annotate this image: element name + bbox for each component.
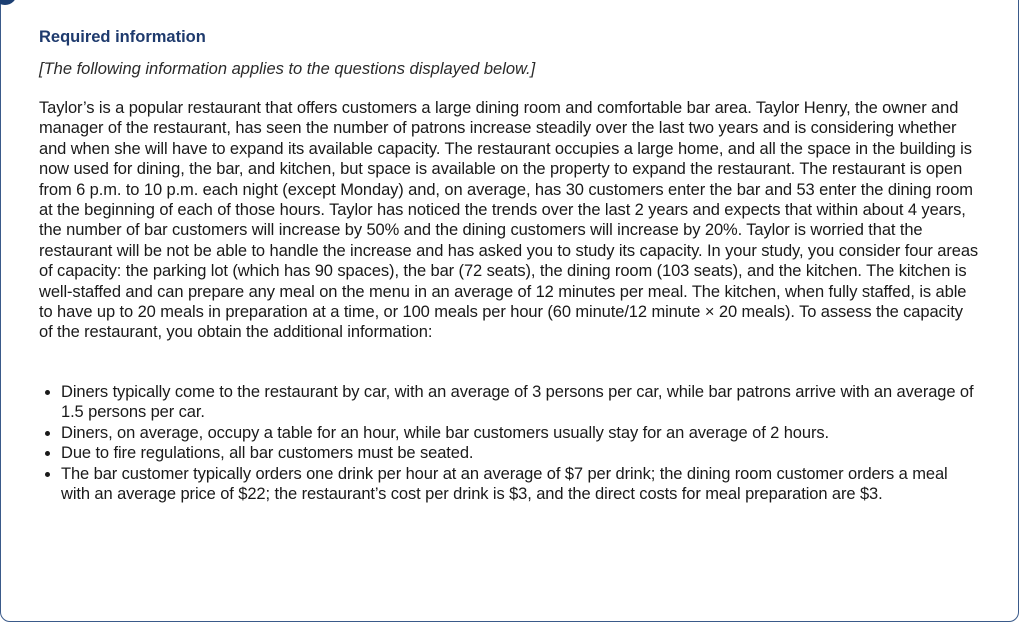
list-item <box>39 382 979 423</box>
bullet-dot-icon <box>45 472 50 477</box>
list-item <box>39 464 979 505</box>
list-item-text: The bar customer typically orders one drink per hour at an average of $7 per drink; the dining room customer orders a meal with an average price of $22; the restaurant’s cost per drink is $3, and the direct costs for meal preparation are $3. <box>61 464 948 503</box>
corner-badge-icon <box>0 0 17 5</box>
info-content <box>39 26 979 504</box>
bullet-dot-icon <box>45 451 50 456</box>
additional-info-list <box>39 382 979 504</box>
bullet-dot-icon <box>45 390 50 395</box>
list-item <box>39 423 979 443</box>
bullet-dot-icon <box>45 431 50 436</box>
list-item-text: Diners, on average, occupy a table for an hour, while bar customers usually stay for an average of 2 hours. <box>61 423 829 442</box>
scenario-paragraph: Taylor’s is a popular restaurant that offers customers a large dining room and comfortable bar area. Taylor Henry, the owner and manager of the restaurant, has seen the number of patrons increase steadily over the last two years and is considering whether and when she will have to expand its available capacity. The restaurant occupies a large home, and all the space in the building is now used for dining, the bar, and kitchen, but space is available on the property to expand the restaurant. The restaurant is open from 6 p.m. to 10 p.m. each night (except Monday) and, on average, has 30 customers enter the bar and 53 enter the dining room at the beginning of each of those hours. Taylor has noticed the trends over the last 2 years and expects that within about 4 years, the number of bar customers will increase by 50% and the dining customers will increase by 20%. Taylor is worried that the restaurant will be not be able to handle the increase and has asked you to study its capacity. In your study, you consider four areas of capacity: the parking lot (which has 90 spaces), the bar (72 seats), the dining room (103 seats), and the kitchen. The kitchen is well-staffed and can prepare any meal on the menu in an average of 12 minutes per meal. The kitchen, when fully staffed, is able to have up to 20 meals in preparation at a time, or 100 meals per hour (60 minute/12 minute × 20 meals). To assess the capacity of the restaurant, you obtain the additional information: <box>39 99 979 342</box>
section-heading: Required information <box>39 28 206 46</box>
list-item <box>39 443 979 463</box>
list-item-text: Due to fire regulations, all bar customers must be seated. <box>61 444 474 463</box>
list-item-text: Diners typically come to the restaurant by car, with an average of 3 persons per car, while bar patrons arrive with an average of 1.5 persons per car. <box>61 382 974 422</box>
section-intro: [The following information applies to the questions displayed below.] <box>39 60 536 78</box>
